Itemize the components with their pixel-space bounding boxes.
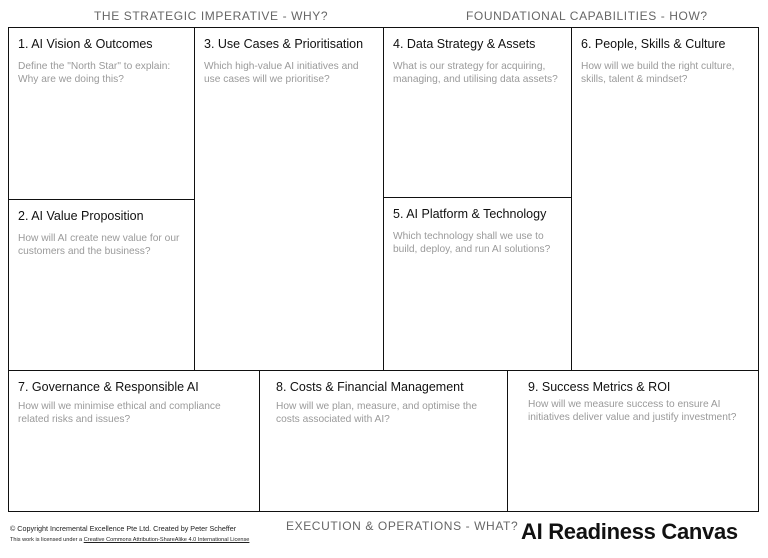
box-title: 2. AI Value Proposition	[18, 209, 144, 223]
copyright-notice: © Copyright Incremental Excellence Pte Ltd. Created by Peter Scheffer	[10, 524, 237, 533]
grid-right-border	[758, 27, 759, 512]
box-prompt: Define the "North Star" to explain: Why are we doing this?	[18, 61, 171, 85]
box-prompt: How will we measure success to ensure AI initiatives deliver value and justify investment?	[528, 399, 737, 423]
box-governance-responsible-ai	[9, 371, 259, 511]
box-costs-financial-management	[260, 371, 507, 511]
box-prompt: What is our strategy for acquiring, managing, and utilising data assets?	[393, 61, 558, 85]
box-prompt: How will we plan, measure, and optimise the costs associated with AI?	[276, 401, 478, 425]
box-title: 8. Costs & Financial Management	[276, 380, 464, 394]
box-prompt: Which technology shall we use to build, deploy, and run AI solutions?	[393, 231, 551, 255]
license-prefix: This work is licensed under a	[10, 537, 84, 543]
box-use-cases-prioritisation	[195, 28, 383, 370]
box-title: 9. Success Metrics & ROI	[528, 380, 671, 394]
grid-bottom-border	[8, 511, 759, 512]
box-people-skills-culture	[572, 28, 758, 370]
box-title: 5. AI Platform & Technology	[393, 207, 547, 221]
box-success-metrics-roi	[508, 371, 758, 511]
license-link[interactable]: Creative Commons Attribution-ShareAlike 4.0 International License	[83, 537, 250, 543]
strategic-imperative-heading: THE STRATEGIC IMPERATIVE - WHY?	[94, 9, 329, 23]
box-ai-platform-technology	[384, 198, 571, 370]
box-title: 6. People, Skills & Culture	[581, 37, 726, 51]
box-prompt: How will we minimise ethical and compliance related risks and issues?	[18, 401, 221, 425]
box-title: 3. Use Cases & Prioritisation	[204, 37, 364, 51]
box-prompt: How will AI create new value for our customers and the business?	[18, 233, 180, 257]
box-data-strategy-assets	[384, 28, 571, 197]
foundational-capabilities-heading: FOUNDATIONAL CAPABILITIES - HOW?	[466, 9, 708, 23]
execution-operations-heading: EXECUTION & OPERATIONS - WHAT?	[286, 519, 519, 533]
box-title: 1. AI Vision & Outcomes	[18, 37, 153, 51]
box-prompt: Which high-value AI initiatives and use cases will we prioritise?	[204, 61, 359, 85]
box-ai-vision-outcomes	[9, 28, 194, 199]
box-title: 4. Data Strategy & Assets	[393, 37, 536, 51]
box-ai-value-proposition	[9, 200, 194, 370]
box-prompt: How will we build the right culture, skills, talent & mindset?	[581, 61, 735, 85]
canvas-title: AI Readiness Canvas	[521, 519, 738, 544]
box-title: 7. Governance & Responsible AI	[18, 380, 199, 394]
license-notice	[10, 537, 249, 543]
